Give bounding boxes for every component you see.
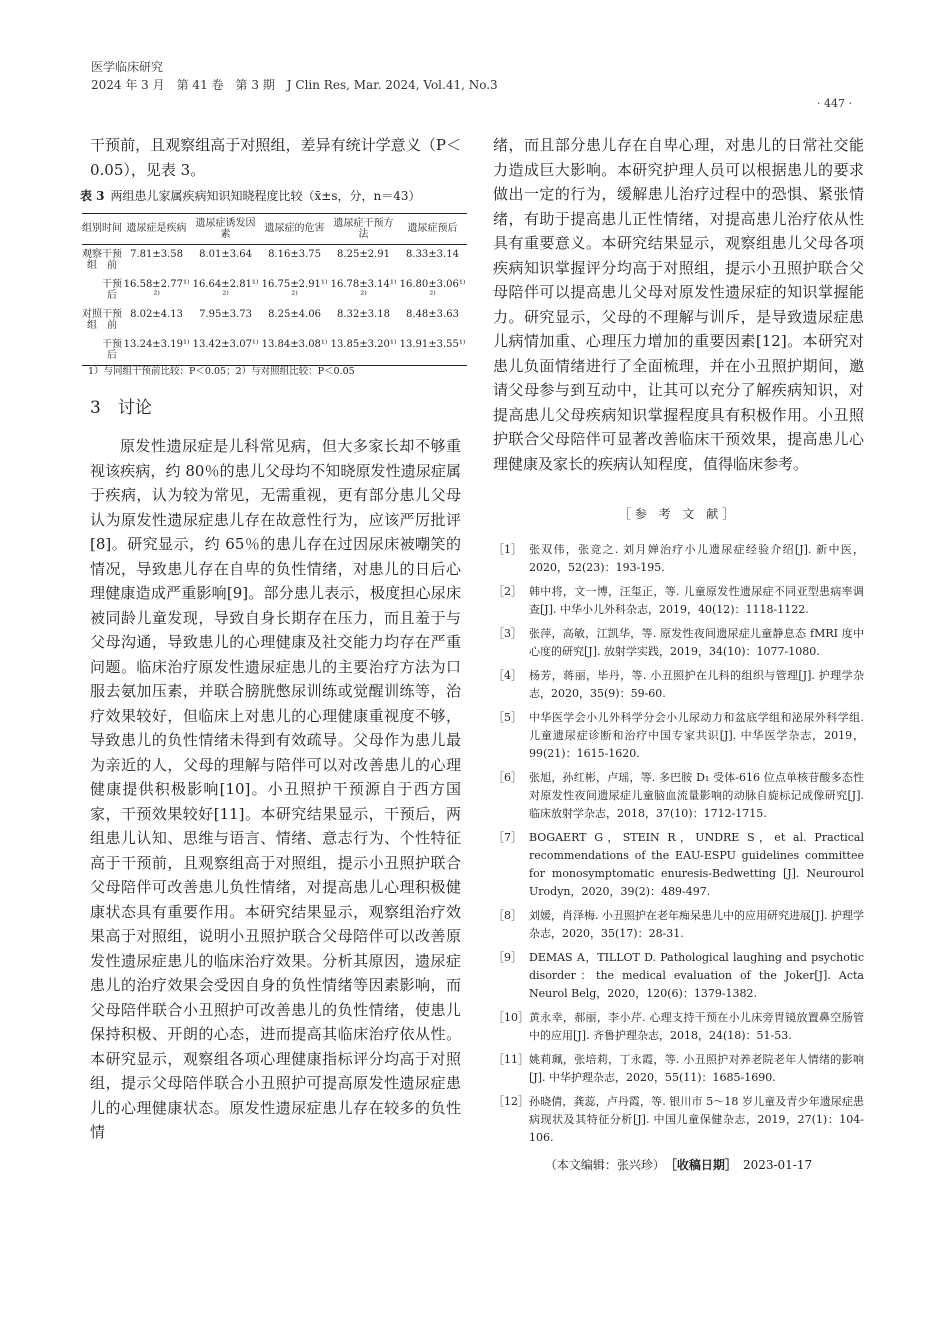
reference-item	[493, 769, 864, 823]
value-cell: 16.58±2.77¹⁾²⁾	[123, 278, 190, 301]
reference-number: ［7］	[493, 830, 522, 844]
value-cell: 7.81±3.58	[130, 248, 184, 260]
received-label: ［收稿日期］	[670, 1157, 731, 1172]
time-cell: 干预后	[102, 278, 123, 301]
value-cell: 13.42±3.07¹⁾	[191, 335, 260, 366]
reference-number: ［2］	[493, 584, 522, 598]
journal-name: 医学临床研究	[91, 60, 164, 74]
article-end-info	[493, 1153, 864, 1178]
reference-item	[493, 667, 864, 703]
value-cell: 13.91±3.55¹⁾	[398, 335, 467, 366]
reference-number: ［6］	[493, 770, 522, 784]
reference-item	[493, 907, 864, 943]
reference-number: ［3］	[493, 626, 522, 640]
reference-number: ［5］	[493, 710, 522, 724]
value-cell: 8.48±3.63	[406, 308, 459, 320]
table-row	[82, 244, 467, 275]
table-row	[82, 335, 467, 366]
reference-item	[493, 829, 864, 901]
reference-list	[493, 541, 864, 1147]
value-cell: 8.02±4.13	[130, 308, 184, 320]
group-cell	[82, 335, 102, 366]
reference-item	[493, 1009, 864, 1045]
reference-text: BOGAERT G，STEIN R，UNDRE S，et al. Practical recommendations of the EAU-ESPU guidelines committee for monosymptomatic enuresis-Bedwetting [J]. Neurourol Urodyn，2020，39(2)：489-497.	[529, 830, 864, 898]
group-cell: 观察组	[82, 248, 103, 271]
value-cell: 16.80±3.06¹⁾²⁾	[399, 278, 466, 301]
table-footnote: 1）与同组干预前比较：P＜0.05；2）与对照组比较：P＜0.05	[88, 365, 355, 377]
reference-item	[493, 541, 864, 577]
value-cell: 8.01±3.64	[199, 248, 252, 260]
value-cell: 16.78±3.14¹⁾²⁾	[330, 278, 397, 301]
reference-number: ［9］	[493, 950, 522, 964]
value-cell: 8.25±2.91	[337, 248, 390, 260]
reference-number: ［10］	[493, 1010, 529, 1024]
right-column	[493, 133, 864, 1177]
value-cell: 16.64±2.81¹⁾²⁾	[192, 278, 259, 301]
reference-number: ［8］	[493, 908, 522, 922]
reference-item	[493, 709, 864, 763]
reference-text: 杨芳，蒋丽，毕丹，等. 小丑照护在儿科的组织与管理[J]. 护理学杂志，2020，35(9)：59-60.	[529, 668, 864, 700]
reference-number: ［4］	[493, 668, 522, 682]
reference-item	[493, 949, 864, 1003]
value-cell: 7.95±3.73	[199, 308, 252, 320]
reference-text: 张旭，孙红彬，卢瑶，等. 多巴胺 D₁ 受体-616 位点单核苷酸多态性对原发性夜间遗尿症儿童脑血流量影响的动脉自旋标记成像研究[J]. 临床放射学杂志，2018，37(10)：1712-1715.	[529, 770, 864, 820]
section-title: 3 讨论	[90, 397, 152, 418]
group-cell	[82, 275, 102, 305]
value-cell: 8.16±3.75	[268, 248, 321, 260]
group-cell: 对照组	[82, 308, 103, 331]
header-cell: 遗尿症是疾病	[122, 213, 191, 244]
table-label: 表 3	[80, 189, 105, 203]
value-cell: 13.24±3.19¹⁾	[122, 335, 191, 366]
reference-text: 孙晓倩，龚蕊，卢丹霞，等. 银川市 5～18 岁儿童及青少年遗尿症患病现状及其特征分析[J]. 中国儿童保健杂志，2019，27(1)：104-106.	[529, 1094, 864, 1144]
header-cell: 遗尿症预后	[398, 213, 467, 244]
table-header-row	[82, 213, 467, 244]
continuation-paragraph: 绪，而且部分患儿存在自卑心理，对患儿的日常社交能力造成巨大影响。本研究护理人员可以根据患儿的要求做出一定的行为，缓解患儿治疗过程中的恐惧、紧张情绪，有助于提高患儿正性情绪，对提高患儿治疗依从性具有重要意义。本研究结果显示，观察组患儿父母各项疾病知识掌握评分均高于对照组，提示小丑照护联合父母陪伴可以提高患儿父母对原发性遗尿症的知识掌握能力。研究显示，父母的不理解与训斥，是导致遗尿症患儿病情加重、心理压力增加的重要因素[12]。本研究对患儿负面情绪进行了全面梳理，并在小丑照护期间，邀请父母参与到互动中，让其可以充分了解疾病知识，对提高患儿父母疾病知识掌握程度具有积极作用。小丑照护联合父母陪伴可显著改善临床干预效果，提高患儿心理健康及家长的疾病认知程度，值得临床参考。	[493, 136, 864, 473]
left-column	[80, 133, 466, 1145]
header-cell: 遗尿症诱发因素	[191, 213, 260, 244]
value-cell: 16.75±2.91¹⁾²⁾	[261, 278, 328, 301]
reference-number: ［11］	[493, 1052, 529, 1066]
issue-line: 2024 年 3 月 第 41 卷 第 3 期 J Clin Res, Mar. 2024, Vol.41, No.3	[91, 78, 498, 92]
header-cell: 时间	[102, 213, 122, 244]
time-cell: 干预后	[102, 335, 122, 366]
discussion-paragraph: 原发性遗尿症是儿科常见病，但大多家长却不够重视该疾病，约 80％的患儿父母均不知晓原发性遗尿症属于疾病，认为较为常见，无需重视，更有部分患儿父母认为原发性遗尿症患儿存在故意性行为，应该严厉批评[8]。研究显示，约 65％的患儿存在过因尿床被嘲笑的情况，导致患儿存在自卑的负性情绪，对患儿的日后心理健康造成严重影响[9]。部分患儿表示，极度担心尿床被同龄儿童发现，导致自身长期存在压力，而且羞于与父母沟通，导致患儿的心理健康及社交能力均存在严重问题。临床治疗原发性遗尿症患儿的主要治疗方法为口服去氨加压素，并联合膀胱憋尿训练或觉醒训练等，治疗效果较好，但临床上对患儿的心理健康重视度不够，导致患儿的负性情绪未得到有效疏导。父母作为患儿最为亲近的人，父母的理解与陪伴可以对改善患儿的心理健康提供积极影响[10]。小丑照护干预源自于西方国家，干预效果较好[11]。本研究结果显示，干预后，两组患儿认知、思维与语言、情绪、意志行为、个性特征高于干预前，且观察组高于对照组，提示小丑照护联合父母陪伴可改善患儿负性情绪，对提高患儿心理积极健康状态具有重要作用。本研究结果显示，观察组治疗效果高于对照组，说明小丑照护联合父母陪伴可以改善原发性遗尿症患儿的临床治疗效果。分析其原因，遗尿症患儿的治疗效果会受因自身的负性情绪等因素影响，而父母陪伴联合小丑照护可改善患儿的负性情绪，使患儿保持积极、开朗的心态，进而提高其临床治疗依从性。本研究显示，观察组各项心理健康指标评分均高于对照组，提示父母陪伴联合小丑照护可提高原发性遗尿症患儿的心理健康状态。原发性遗尿症患儿存在较多的负性情	[90, 437, 461, 1141]
reference-item	[493, 1051, 864, 1087]
time-cell: 干预前	[102, 248, 123, 271]
table-caption	[80, 184, 461, 209]
value-cell: 8.33±3.14	[406, 248, 459, 260]
table-row	[82, 275, 467, 305]
page-number: · 447 ·	[817, 97, 852, 110]
reference-item	[493, 1093, 864, 1147]
reference-text: 中华医学会小儿外科学分会小儿尿动力和盆底学组和泌尿外科学组. 儿童遗尿症诊断和治疗中国专家共识[J]. 中华医学杂志，2019，99(21)：1615-1620.	[529, 710, 864, 760]
reference-text: 张双伟，张竞之. 刘月婵治疗小儿遗尿症经验介绍[J]. 新中医，2020，52(23)：193-195.	[529, 542, 864, 574]
value-cell: 13.85±3.20¹⁾	[329, 335, 398, 366]
reference-text: 黄永幸，郝丽，李小芹. 心理支持干预在小儿床旁胃镜放置鼻空肠管中的应用[J]. 齐鲁护理杂志，2018，24(18)：51-53.	[529, 1010, 864, 1042]
time-cell: 干预前	[102, 308, 123, 331]
table-caption-text: 两组患儿家属疾病知识知晓程度比较（x̄±s，分，n＝43）	[110, 189, 421, 203]
value-cell: 8.32±3.18	[337, 308, 390, 320]
reference-item	[493, 583, 864, 619]
header-cell: 组别	[82, 213, 102, 244]
value-cell: 8.25±4.06	[268, 308, 321, 320]
reference-item	[493, 625, 864, 661]
table-row	[82, 305, 467, 335]
reference-text: 韩中将，文一博，汪玺正，等. 儿童原发性遗尿症不同亚型患病率调查[J]. 中华小儿外科杂志，2019，40(12)：1118-1122.	[529, 584, 864, 616]
reference-text: DEMAS A，TILLOT D. Pathological laughing and psychotic disorder：the medical evaluation of the Joker[J]. Acta Neurol Belg，2020，120(6)：1379-1382.	[529, 950, 864, 1000]
value-cell: 13.84±3.08¹⁾	[260, 335, 329, 366]
header-cell: 遗尿症干预方法	[329, 213, 398, 244]
reference-text: 张萍，高敏，江凯华，等. 原发性夜间遗尿症儿童静息态 fMRI 度中心度的研究[J]. 放射学实践，2019，34(10)：1077-1080.	[529, 626, 864, 658]
reference-text: 刘媛，肖泽梅. 小丑照护在老年痴呆患儿中的应用研究进展[J]. 护理学杂志，2020，35(17)：28-31.	[529, 908, 864, 940]
reference-number: ［1］	[493, 542, 522, 556]
editor-note: （本文编辑：张兴珍）	[544, 1157, 659, 1172]
data-table	[82, 213, 467, 366]
received-date: 2023-01-17	[742, 1157, 813, 1172]
reference-number: ［12］	[493, 1094, 529, 1108]
reference-text: 姚莉珮，张培莉，丁永霞，等. 小丑照护对养老院老年人情绪的影响[J]. 中华护理杂志，2020，55(11)：1685-1690.	[529, 1052, 864, 1084]
journal-header	[91, 58, 498, 94]
header-cell: 遗尿症的危害	[260, 213, 329, 244]
references-heading: ［参 考 文 献］	[618, 507, 739, 521]
intro-paragraph: 干预前，且观察组高于对照组，差异有统计学意义（P＜0.05），见表 3。	[90, 136, 461, 179]
